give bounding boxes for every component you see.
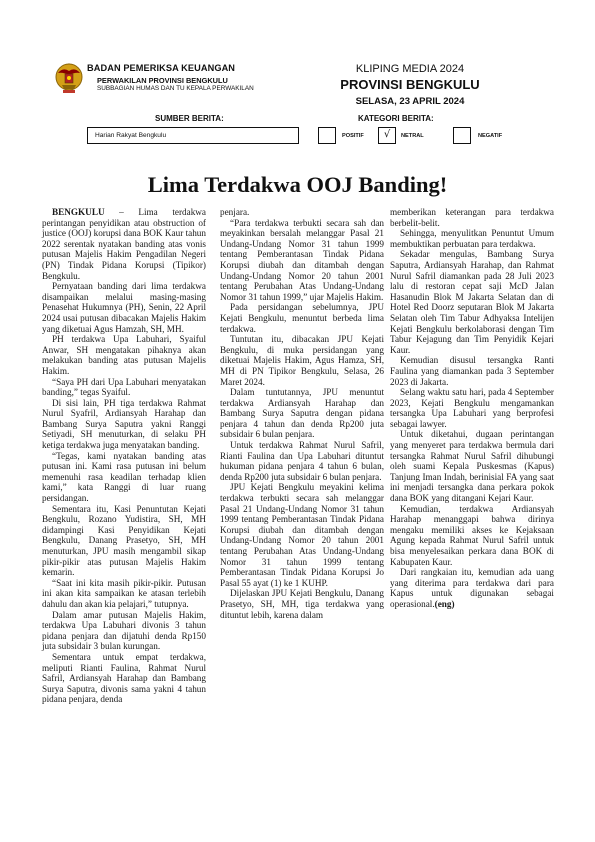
- article-paragraph: Selang waktu satu hari, pada 4 September 2023, Kejati Bengkulu mengamankan tersangka Upa Labuhari yang berprofesi sebagai lawyer.: [390, 387, 554, 429]
- article-paragraph: Dijelaskan JPU Kejati Bengkulu, Danang Prasetyo, SH, MH, tiga terdakwa yang dituntut lebih, karena dalam: [220, 588, 384, 620]
- article-paragraph: Kemudian disusul tersangka Ranti Faulina yang diamankan pada 3 September 2023 di Jakarta.: [390, 355, 554, 387]
- article-paragraph: penjara.: [220, 207, 250, 217]
- article-paragraph: Untuk diketahui, dugaan perintangan yang menyeret para terdakwa bermula dari tersangka Rahmat Nurul Safril dihubungi oleh suami Kepala Puskesmas (Kapus) Tanjung Iman Indah, berinisial FA yang saat ini menjadi tersangka dana perkara pokok dana BOK yang ditangani Kejari Kaur.: [390, 429, 554, 504]
- source-label: SUMBER BERITA:: [155, 114, 224, 123]
- category-negative-checkbox: [453, 127, 471, 144]
- category-label: KATEGORI BERITA:: [358, 114, 434, 123]
- article-headline: Lima Terdakwa OOJ Banding!: [147, 172, 448, 197]
- article-paragraph: Sekadar mengulas, Bambang Surya Saputra, Ardiansyah Harahap, dan Rahmat Nurul Safril diamankan pada 28 Juli 2023 lalu di restoran cepat saji McD Jalan Hasanudin Blok M Jakarta Selatan dan di Hotel Red Doorz seputaran Blok M Jakarta Selatan oleh Tim Tabur Adhyaksa Intelijen Kejati Bengkulu berkolaborasi dengan Tim Tabur Kejagung dan Tim Penyidik Kejari Kaur.: [390, 249, 554, 355]
- article-paragraph: Dari rangkaian itu, kemudian ada uang yang diterima para terdakwa dari para Kapus untuk digunakan sebagai operasional.(eng): [390, 567, 554, 609]
- article-paragraph: BENGKULU – Lima terdakwa perintangan penyidikan atau obstruction of justice (OOJ) korupsi dana BOK Kaur tahun 2022 serentak nyatakan banding atas vonis putusan Majelis Hakim Pengadilan Negeri (PN) Tindak Pidana Korupsi (Tipikor) Bengkulu.: [42, 207, 206, 281]
- article-paragraph: Sehingga, menyulitkan Penuntut Umum membuktikan perbuatan para terdakwa.: [390, 228, 554, 249]
- article-paragraph: Untuk terdakwa Rahmat Nurul Safril, Rianti Faulina dan Upa Labuhari dituntut hukuman pidana penjara 4 tahun 6 bulan, denda Rp200 juta subsidair 6 bulan penjara.: [220, 440, 384, 482]
- article-paragraph: JPU Kejati Bengkulu meyakini kelima terdakwa terbukti secara sah melanggar Pasal 21 Undang-Undang Nomor 31 tahun 1999 tentang Pemberantasan Tindak Pidana Korupsi diubah dan ditambah dengan Undang-Undang Nomor 20 tahun 2001 tentang Perubahan Atas Undang-Undang Nomor 31 tahun 1999 tentang Pemberantasan Tindak Pidana Korupsi Jo Pasal 55 ayat (1) ke 1 KUHP.: [220, 482, 384, 588]
- article-paragraph: “Saya PH dari Upa Labuhari menyatakan banding,” tegas Syaiful.: [42, 376, 206, 398]
- dateline: BENGKULU: [52, 207, 105, 217]
- article-paragraph: Kemudian, terdakwa Ardiansyah Harahap menanggapi bahwa dirinya mengaku memiliki akses ke Kejaksaan Agung kepada Rahmat Nurul Safril untuk bisa menyelesaikan perkara dana BOK di Kabupaten Kaur.: [390, 503, 554, 567]
- article-paragraph: Dalam tuntutannya, JPU menuntut terdakwa Ardiansyah Harahap dan Bambang Surya Saputra dengan pidana penjara 4 tahun dan denda Rp200 juta subsidair 6 bulan penjara.: [220, 387, 384, 440]
- article-paragraph: “Tegas, kami nyatakan banding atas putusan ini. Kami rasa putusan ini belum memenuhi rasa keadilan terhadap klien kami,” kata Ranggi di luar ruang persidangan.: [42, 450, 206, 504]
- article-column-1: [42, 207, 206, 705]
- article-paragraph: Sementara itu, Kasi Penuntutan Kejati Bengkulu, Rozano Yudistira, SH, MH didampingi Kasi Penyidikan Kejati Bengkulu, Danang Prasetyo, SH, MH menuturkan, JPU masih mengambil sikap pikir-pikir atas putusan Majelis Hakim kemarin.: [42, 503, 206, 578]
- article-paragraph: memberikan keterangan para terdakwa berbelit-belit.: [390, 207, 554, 228]
- article-paragraph: Di sisi lain, PH tiga terdakwa Rahmat Nurul Syafril, Ardiansyah Harahap dan Bambang Surya Saputra yakni Ranggi Setiyadi, SH menuturkan, di selaku PH ketiga terdakwa juga menyatakan banding.: [42, 397, 206, 451]
- category-neutral-checkbox: [378, 127, 396, 144]
- source-field: Harian Rakyat Bengkulu: [87, 127, 299, 144]
- article-paragraph: Sementara untuk empat terdakwa, meliputi Rianti Faulina, Rahmat Nurul Safril, Ardiansyah Harahap dan Bambang Surya Saputra, divonis sama yakni 4 tahun pidana penjara, denda: [42, 651, 206, 705]
- category-positive-checkbox: [318, 127, 336, 144]
- article-paragraph: Tuntutan itu, dibacakan JPU Kejati Bengkulu, di muka persidangan yang diketuai Majelis Hakim, Agus Hamza, SH, MH di PN Tipikor Bengkulu, Selasa, 26 Maret 2024.: [220, 334, 384, 387]
- article-paragraph: “Para terdakwa terbukti secara sah dan meyakinkan bersalah melanggar Pasal 21 Undang-Undang Nomor 31 tahun 1999 tentang Pemberantasan Tindak Pidana Korupsi diubah dan ditambah dengan Undang-Undang Nomor 20 tahun 2001 tentang Perubahan Atas Undang-Undang Nomor 31 tahun 1999,” ujar Majelis Hakim.: [220, 217, 384, 302]
- kliping-title: KLIPING MEDIA 2024: [355, 63, 465, 75]
- article-paragraph: Pernyataan banding dari lima terdakwa disampaikan melalui masing-masing Penasehat Hukumnya (PH), Senin, 22 April 2024 usai putusan dibacakan Majelis Hakim yang diketuai Agus Hamzah, SH, MH.: [42, 281, 206, 334]
- check-mark-icon: √: [383, 129, 391, 140]
- category-positive-label: POSITIF: [342, 133, 364, 139]
- org-branch: PERWAKILAN PROVINSI BENGKULU: [97, 76, 228, 85]
- bpk-garuda-logo-icon: [54, 61, 84, 94]
- org-subdivision: SUBBAGIAN HUMAS DAN TU KEPALA PERWAKILAN: [97, 85, 254, 92]
- article-paragraph: PH terdakwa Upa Labuhari, Syaiful Anwar, SH mengatakan pihaknya akan melakukan banding atas putusan Majelis Hakim.: [42, 334, 206, 376]
- category-negative-label: NEGATIF: [478, 133, 503, 139]
- article-paragraph: Pada persidangan sebelumnya, JPU Kejati Bengkulu, menuntut berbeda lima terdakwa.: [220, 302, 384, 334]
- org-name: BADAN PEMERIKSA KEUANGAN: [87, 63, 236, 73]
- category-neutral-label: NETRAL: [401, 133, 424, 139]
- article-paragraph: “Saat ini kita masih pikir-pikir. Putusan ini akan kita sampaikan ke atasan terlebih dahulu dan akan kia pelajari,” tutupnya.: [42, 577, 206, 609]
- author-signature: (eng): [434, 598, 455, 609]
- article-column-3: [390, 207, 554, 610]
- kliping-date: SELASA, 23 APRIL 2024: [355, 96, 465, 107]
- article-paragraph: Dalam amar putusan Majelis Hakim, terdakwa Upa Labuhari divonis 3 tahun pidana penjara dan dijatuhi denda Rp150 juta subsidair 3 bulan kurungan.: [42, 609, 206, 652]
- article-column-2: [220, 207, 384, 620]
- province-title: PROVINSI BENGKULU: [340, 77, 480, 92]
